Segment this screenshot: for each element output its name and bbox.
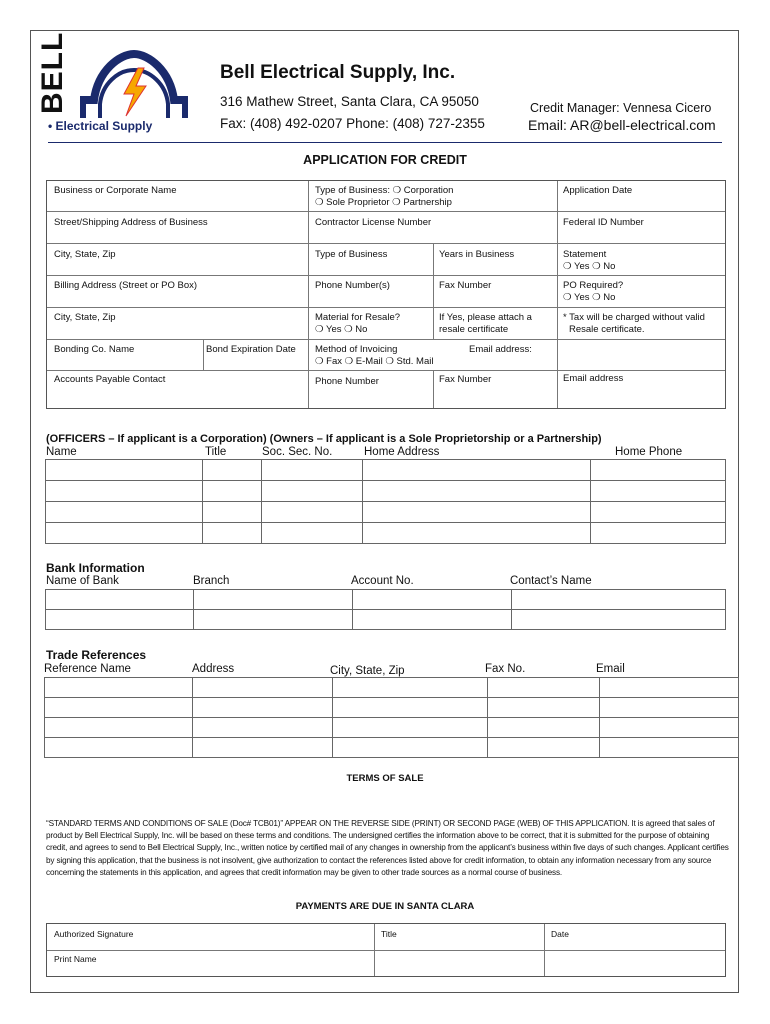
table-cell[interactable]	[333, 738, 488, 758]
application-date-field[interactable]: Application Date	[563, 185, 633, 196]
table-cell[interactable]	[262, 502, 363, 523]
logo-subtext: • Electrical Supply	[48, 119, 153, 133]
table-cell[interactable]	[46, 523, 203, 544]
table-cell[interactable]	[46, 460, 203, 481]
header-divider	[48, 142, 722, 143]
business-name-field[interactable]: Business or Corporate Name	[54, 185, 177, 196]
print-name-field[interactable]: Print Name	[54, 954, 97, 964]
trade-table	[44, 677, 739, 758]
table-cell[interactable]	[194, 590, 353, 610]
table-cell[interactable]	[353, 610, 512, 630]
accounts-payable-field[interactable]: Accounts Payable Contact	[54, 374, 166, 385]
trade-col-city: City, State, Zip	[330, 665, 405, 677]
table-cell[interactable]	[512, 590, 726, 610]
table-cell[interactable]	[46, 590, 194, 610]
table-cell[interactable]	[600, 718, 739, 738]
type-of-business-field[interactable]: Type of Business	[315, 249, 388, 260]
grid-line	[433, 243, 434, 339]
invoicing-email-field[interactable]: Email address:	[469, 344, 532, 355]
grid-line	[47, 211, 725, 212]
table-cell[interactable]	[193, 718, 333, 738]
bonding-co-field[interactable]: Bonding Co. Name	[54, 344, 135, 355]
grid-line	[47, 243, 725, 244]
table-cell[interactable]	[363, 502, 591, 523]
table-cell[interactable]	[203, 460, 262, 481]
tax-note: * Tax will be charged without valid	[563, 312, 705, 323]
po-required-label: PO Required?	[563, 280, 624, 291]
grid-line	[47, 950, 725, 951]
table-cell[interactable]	[45, 738, 193, 758]
company-email: Email: AR@bell-electrical.com	[528, 117, 716, 133]
authorized-signature-field[interactable]: Authorized Signature	[54, 929, 134, 939]
table-cell[interactable]	[203, 481, 262, 502]
street-address-field[interactable]: Street/Shipping Address of Business	[54, 217, 208, 228]
material-resale-label: Material for Resale?	[315, 312, 401, 323]
ap-phone-field[interactable]: Phone Number	[315, 376, 379, 387]
grid-line	[308, 181, 309, 408]
company-address: 316 Mathew Street, Santa Clara, CA 95050	[220, 94, 479, 109]
officers-table	[45, 459, 726, 544]
table-cell[interactable]	[45, 718, 193, 738]
if-yes-note-2: resale certificate	[439, 324, 509, 335]
officers-col-ssn: Soc. Sec. No.	[262, 446, 333, 458]
table-row	[45, 738, 739, 758]
table-cell[interactable]	[512, 610, 726, 630]
table-cell[interactable]	[600, 738, 739, 758]
contractor-license-field[interactable]: Contractor License Number	[315, 217, 432, 228]
applicant-info-grid	[46, 180, 726, 409]
po-required-options[interactable]: ❍ Yes ❍ No	[563, 292, 616, 303]
if-yes-note: If Yes, please attach a	[439, 312, 532, 323]
bank-col-contact: Contact’s Name	[510, 575, 592, 587]
table-cell[interactable]	[203, 523, 262, 544]
table-row	[46, 481, 726, 502]
payments-note: PAYMENTS ARE DUE IN SANTA CLARA	[295, 901, 475, 912]
table-cell[interactable]	[203, 502, 262, 523]
table-row	[46, 502, 726, 523]
table-cell[interactable]	[600, 698, 739, 718]
tax-note-2: Resale certificate.	[569, 324, 645, 335]
statement-options[interactable]: ❍ Yes ❍ No	[563, 261, 616, 272]
statement-label: Statement	[563, 249, 607, 260]
table-cell[interactable]	[591, 460, 726, 481]
signature-date-field[interactable]: Date	[551, 929, 569, 939]
officers-col-title: Title	[205, 446, 227, 458]
officers-col-phone: Home Phone	[615, 446, 683, 458]
grid-line	[47, 339, 725, 340]
method-invoicing-label: Method of Invoicing	[315, 344, 398, 355]
ap-fax-field[interactable]: Fax Number	[439, 374, 492, 385]
company-fax-phone: Fax: (408) 492-0207 Phone: (408) 727-2355	[220, 116, 485, 131]
trade-col-name: Reference Name	[44, 663, 131, 675]
officers-col-address: Home Address	[364, 446, 440, 458]
years-in-business-field[interactable]: Years in Business	[439, 249, 515, 260]
grid-line	[47, 275, 725, 276]
table-cell[interactable]	[488, 678, 600, 698]
trade-heading: Trade References	[46, 648, 147, 662]
city-state-zip-field-2[interactable]: City, State, Zip	[54, 312, 116, 323]
grid-line	[544, 924, 545, 976]
logo-bell-text: BELL	[36, 31, 69, 114]
grid-line	[47, 370, 725, 371]
bank-col-name: Name of Bank	[46, 575, 119, 587]
table-cell[interactable]	[591, 523, 726, 544]
bell-logo-icon	[80, 48, 188, 120]
table-cell[interactable]	[45, 698, 193, 718]
table-cell[interactable]	[46, 502, 203, 523]
bank-heading: Bank Information	[46, 561, 145, 575]
billing-address-field[interactable]: Billing Address (Street or PO Box)	[54, 280, 198, 291]
table-cell[interactable]	[488, 738, 600, 758]
table-row	[46, 523, 726, 544]
table-cell[interactable]	[488, 698, 600, 718]
form-title: APPLICATION FOR CREDIT	[303, 153, 467, 167]
table-cell[interactable]	[591, 502, 726, 523]
bank-col-branch: Branch	[193, 575, 230, 587]
material-resale-options[interactable]: ❍ Yes ❍ No	[315, 324, 368, 335]
signature-title-field[interactable]: Title	[381, 929, 397, 939]
grid-line	[47, 307, 725, 308]
trade-col-email: Email	[596, 663, 625, 675]
table-row	[46, 590, 726, 610]
table-row	[46, 460, 726, 481]
table-row	[46, 610, 726, 630]
table-cell[interactable]	[262, 481, 363, 502]
ap-email-field[interactable]: Email address	[563, 373, 624, 384]
type-of-business-corp[interactable]: Type of Business: ❍ Corporation	[315, 185, 454, 196]
table-cell[interactable]	[262, 523, 363, 544]
table-row	[45, 678, 739, 698]
table-row	[45, 698, 739, 718]
signature-block	[46, 923, 726, 977]
fax-number-field[interactable]: Fax Number	[439, 280, 492, 291]
table-row	[45, 718, 739, 738]
table-cell[interactable]	[591, 481, 726, 502]
city-state-zip-field[interactable]: City, State, Zip	[54, 249, 116, 260]
grid-line	[203, 339, 204, 370]
invoicing-options[interactable]: ❍ Fax ❍ E-Mail ❍ Std. Mail	[315, 356, 434, 367]
officers-col-name: Name	[46, 446, 77, 458]
trade-col-address: Address	[192, 663, 235, 675]
company-name: Bell Electrical Supply, Inc.	[220, 62, 456, 83]
grid-line	[433, 370, 434, 408]
table-cell[interactable]	[45, 678, 193, 698]
table-cell[interactable]	[262, 460, 363, 481]
terms-body: “STANDARD TERMS AND CONDITIONS OF SALE (Doc# TCB01)” APPEAR ON THE REVERSE SIDE (PRINT) OR SECOND PAGE (WEB) OF THIS APPLICATION. It is agreed that sales of product by Bell Electrical Supply, Inc. will be based on these terms and conditions. The undersigned certifies the information above to be correct, that it is submitted for the purpose of obtaining credit, and agrees to send to Bell Electrical Supply, Inc., written notice by certified mail of any changes in ownership from the applicant’s business within five days of such changes. Applicant certifies by signing this application, that the business is not insolvent, give authorization to contact the references listed above for credit information, to obtain any information necessary from any source concerning the statements in this application, and agrees that credit information may be given to other trade sources as a normal course of business.	[46, 819, 729, 877]
phone-numbers-field[interactable]: Phone Number(s)	[315, 280, 390, 291]
credit-manager: Credit Manager: Vennesa Cicero	[530, 101, 712, 115]
officers-heading: (OFFICERS – If applicant is a Corporation) (Owners – If applicant is a Sole Proprietorship or a Partnership)	[46, 433, 602, 445]
bank-col-account: Account No.	[351, 575, 414, 587]
table-cell[interactable]	[46, 481, 203, 502]
type-of-business-sole[interactable]: ❍ Sole Proprietor ❍ Partnership	[315, 197, 452, 208]
grid-line	[557, 181, 558, 408]
table-cell[interactable]	[353, 590, 512, 610]
table-cell[interactable]	[363, 523, 591, 544]
table-cell[interactable]	[488, 718, 600, 738]
grid-line	[374, 924, 375, 976]
bank-table	[45, 589, 726, 630]
bond-expiration-field[interactable]: Bond Expiration Date	[206, 344, 296, 355]
table-cell[interactable]	[333, 698, 488, 718]
table-cell[interactable]	[600, 678, 739, 698]
table-cell[interactable]	[363, 481, 591, 502]
table-cell[interactable]	[193, 698, 333, 718]
table-cell[interactable]	[363, 460, 591, 481]
table-cell[interactable]	[333, 718, 488, 738]
trade-col-fax: Fax No.	[485, 663, 526, 675]
terms-heading: TERMS OF SALE	[346, 773, 424, 784]
table-cell[interactable]	[46, 610, 194, 630]
table-cell[interactable]	[193, 738, 333, 758]
table-cell[interactable]	[193, 678, 333, 698]
table-cell[interactable]	[194, 610, 353, 630]
table-cell[interactable]	[333, 678, 488, 698]
federal-id-field[interactable]: Federal ID Number	[563, 217, 644, 228]
